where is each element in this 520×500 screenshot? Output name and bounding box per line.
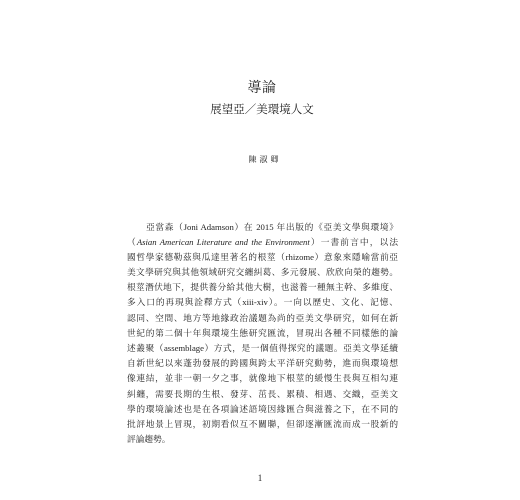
body-line: 糾纏，需要長期的生根、發芽、茁長、累積、相遇、交織，亞美文	[127, 388, 398, 399]
chapter-subtitle: 展望亞／美環境人文	[210, 102, 314, 116]
body-line: 批評地景上冒現，初期看似互不關聯，但卻逐漸匯流而成一股新的	[127, 418, 398, 429]
body-line: 自新世紀以來蓬勃發展的跨國與跨太平洋研究動勢，進而與環境想	[127, 358, 398, 369]
body-line: 像連結，並非一朝一夕之事，就像地下根莖的緩慢生長與互相勾連	[127, 373, 398, 384]
body-line: 亞當森（Joni Adamson）在 2015 年出版的《亞美文學與環境》	[146, 221, 398, 232]
body-line: 根莖潛伏地下，提供養分給其他大樹，也滋養一種無主幹、多維度、	[127, 282, 398, 293]
body-line: 學的環境論述也是在各項論述語境因緣匯合與滋養之下，在不同的	[127, 403, 398, 414]
body-line	[127, 235, 398, 250]
body-paragraph	[127, 220, 398, 448]
chapter-title: 導論	[247, 80, 277, 96]
page-number: 1	[257, 473, 263, 483]
body-line: 述叢聚（assemblage）方式，是一個值得探究的議題。亞美文學延續	[127, 343, 398, 353]
paren-open: （	[127, 236, 137, 247]
book-title-italic: Asian American Literature and the Environment	[136, 236, 310, 247]
body-line: 認同、空間、地方等地緣政治議題為尚的亞美文學研究，如何在新	[127, 312, 398, 323]
author-name: 陳淑卿	[248, 155, 282, 164]
body-line: 世紀的第二個十年與環境生態研究匯流，冒現出各種不同樣態的論	[127, 327, 398, 338]
body-line: 國哲學家德勒茲與瓜達里著名的根莖（rhizome）意象來隱喻當前亞	[127, 251, 398, 262]
body-line: 評論趨勢。	[127, 434, 171, 445]
body-line: 美文學研究與其他領域研究交纏糾葛、多元發展、欣欣向榮的趨勢。	[127, 267, 398, 278]
body-line: 多入口的再現與詮釋方式（xiii-xiv）。一向以歷史、文化、記憶、	[127, 297, 398, 308]
body-line-text: ）一書前言中，以法	[309, 236, 399, 247]
